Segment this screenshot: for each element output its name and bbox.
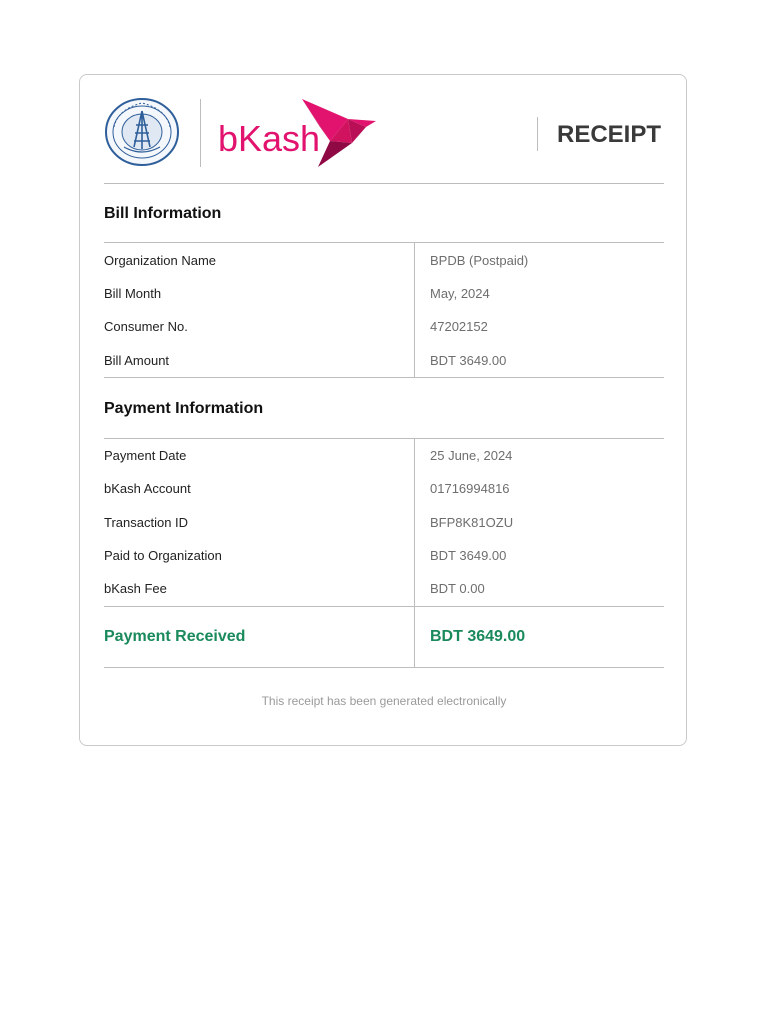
receipt-title: RECEIPT <box>557 121 662 148</box>
table-row <box>104 481 664 501</box>
bill-info-title: Bill Information <box>104 205 222 222</box>
payment-received-label: Payment Received <box>104 628 246 645</box>
table-row <box>104 286 664 306</box>
row-value: 47202152 <box>430 319 488 334</box>
row-label: Bill Amount <box>104 353 170 368</box>
table-row <box>104 581 664 601</box>
payment-received-amount: BDT 3649.00 <box>430 628 526 645</box>
table-row <box>104 253 664 273</box>
row-label: Consumer No. <box>104 319 188 334</box>
row-label: Payment Date <box>104 448 187 463</box>
row-label: bKash Fee <box>104 581 167 596</box>
table-row <box>104 319 664 339</box>
row-label: Organization Name <box>104 253 216 268</box>
table-row <box>104 548 664 568</box>
payment-info-table <box>104 438 664 607</box>
footer-note: This receipt has been generated electronically <box>261 694 507 708</box>
payment-total <box>104 606 664 668</box>
row-label: Bill Month <box>104 286 162 301</box>
row-value: BFP8K81OZU <box>430 515 514 530</box>
column-divider <box>414 606 415 667</box>
row-label: Transaction ID <box>104 515 189 530</box>
bkash-wordmark: bKash <box>218 118 321 159</box>
row-value: BPDB (Postpaid) <box>430 253 529 268</box>
row-value: BDT 0.00 <box>430 581 485 596</box>
row-value: 01716994816 <box>430 481 510 496</box>
logo-divider <box>200 99 201 167</box>
title-divider <box>537 117 538 151</box>
table-row <box>104 515 664 535</box>
row-value: BDT 3649.00 <box>430 548 507 563</box>
bkash-logo <box>216 97 406 169</box>
row-value: 25 June, 2024 <box>430 448 513 463</box>
table-row <box>104 353 664 373</box>
payment-info-title: Payment Information <box>104 400 264 417</box>
bpdb-seal-icon <box>104 97 180 167</box>
row-value: May, 2024 <box>430 286 490 301</box>
receipt-card <box>79 74 687 746</box>
receipt-header <box>104 97 664 184</box>
row-label: bKash Account <box>104 481 191 496</box>
row-label: Paid to Organization <box>104 548 222 563</box>
row-value: BDT 3649.00 <box>430 353 507 368</box>
table-row <box>104 448 664 468</box>
bill-info-table <box>104 242 664 378</box>
